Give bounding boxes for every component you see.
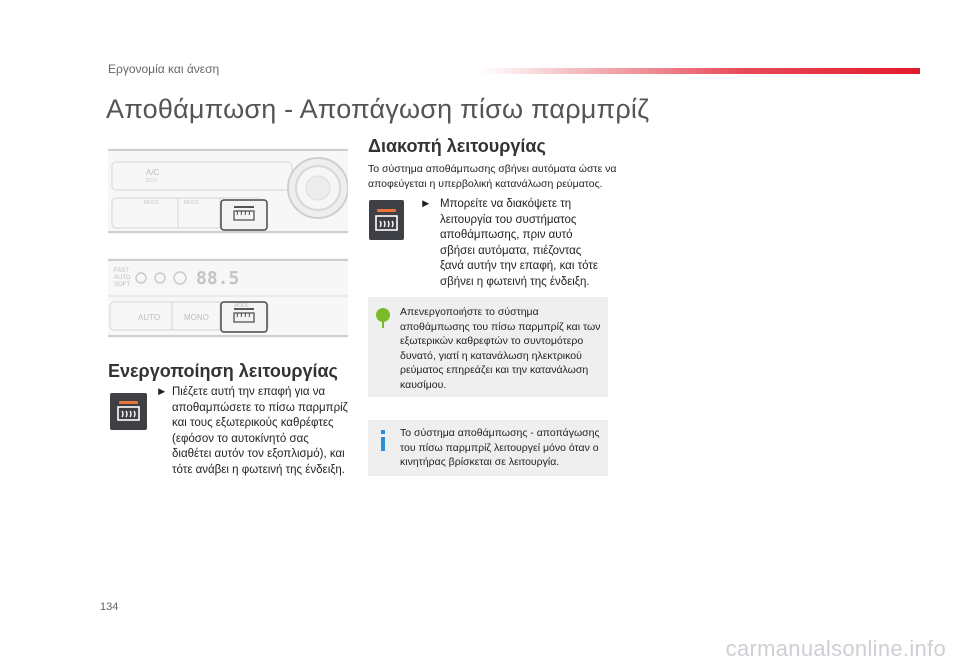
activation-title: Ενεργοποίηση λειτουργίας (108, 361, 338, 381)
activation-text: Πιέζετε αυτή την επαφή για να αποθαμπώσετε το πίσω παρμπρίζ και τους εξωτερικούς καθρέφτες (εφόσον το αυτοκίνητό σας διαθέτει αυτόν τον εξοπλισμό), και τότε ανάβει η φωτεινή της ένδειξη. (172, 386, 348, 476)
control-panel-top-illustration (108, 148, 348, 234)
auto-label: AUTO (138, 313, 161, 322)
info-note-box (368, 420, 608, 476)
mode-label-3: MODE (234, 303, 249, 309)
watermark: carmanualsonline.info (725, 636, 946, 661)
temperature-display: 88.5 (196, 268, 240, 289)
eco-leaf-icon (374, 307, 392, 329)
deactivation-intro: Το σύστημα αποθάμπωσης σβήνει αυτόματα ώστε να αποφεύγεται η υπερβολική κατανάλωση ρεύματος. (368, 163, 617, 190)
header-accent-bar (480, 68, 920, 74)
rear-defrost-button-icon-2 (369, 200, 404, 240)
page-number: 134 (100, 601, 119, 613)
ac-eco-label: ECO (146, 178, 157, 184)
mode-label-2: MODE (184, 200, 199, 206)
page-title: Αποθάμπωση - Αποπάγωση πίσω παρμπρίζ (106, 94, 650, 124)
control-panel-bottom-illustration (108, 258, 348, 338)
bullet-arrow-icon: ► (156, 386, 168, 398)
eco-note-text: Απενεργοποιήστε το σύστημα αποθάμπωσης του πίσω παρμπρίζ και των εξωτερικών καθρεφτών το συντομότερο δυνατό, γιατί η κατανάλωση ηλεκτρικού ρεύματος επηρεάζει και την κατανάλωση καυσίμου. (400, 306, 601, 391)
fast-label: FAST (114, 268, 130, 274)
rear-defrost-button-icon (110, 393, 147, 430)
mode-label-1: MODE (144, 200, 159, 206)
mono-label: MONO (184, 313, 209, 322)
deactivation-title: Διακοπή λειτουργίας (368, 136, 546, 156)
auto-small-label: AUTO (114, 275, 131, 281)
soft-label: SOFT (114, 282, 130, 288)
info-icon (378, 430, 388, 452)
deactivation-text: Μπορείτε να διακόψετε τη λειτουργία του συστήματος αποθάμπωσης, πριν αυτό σβήσει αυτόματα, πιέζοντας ξανά αυτήν την επαφή, και τότε σβήνει η φωτεινή της ένδειξη. (440, 198, 599, 288)
section-header: Εργονομία και άνεση (108, 62, 220, 76)
eco-note-box (368, 297, 608, 397)
info-note-text: Το σύστημα αποθάμπωσης - αποπάγωσης του πίσω παρμπρίζ λειτουργεί μόνο όταν ο κινητήρας βρίσκεται σε λειτουργία. (400, 427, 600, 468)
ac-label: A/C (146, 168, 160, 177)
bullet-arrow-icon-2: ► (420, 198, 432, 210)
